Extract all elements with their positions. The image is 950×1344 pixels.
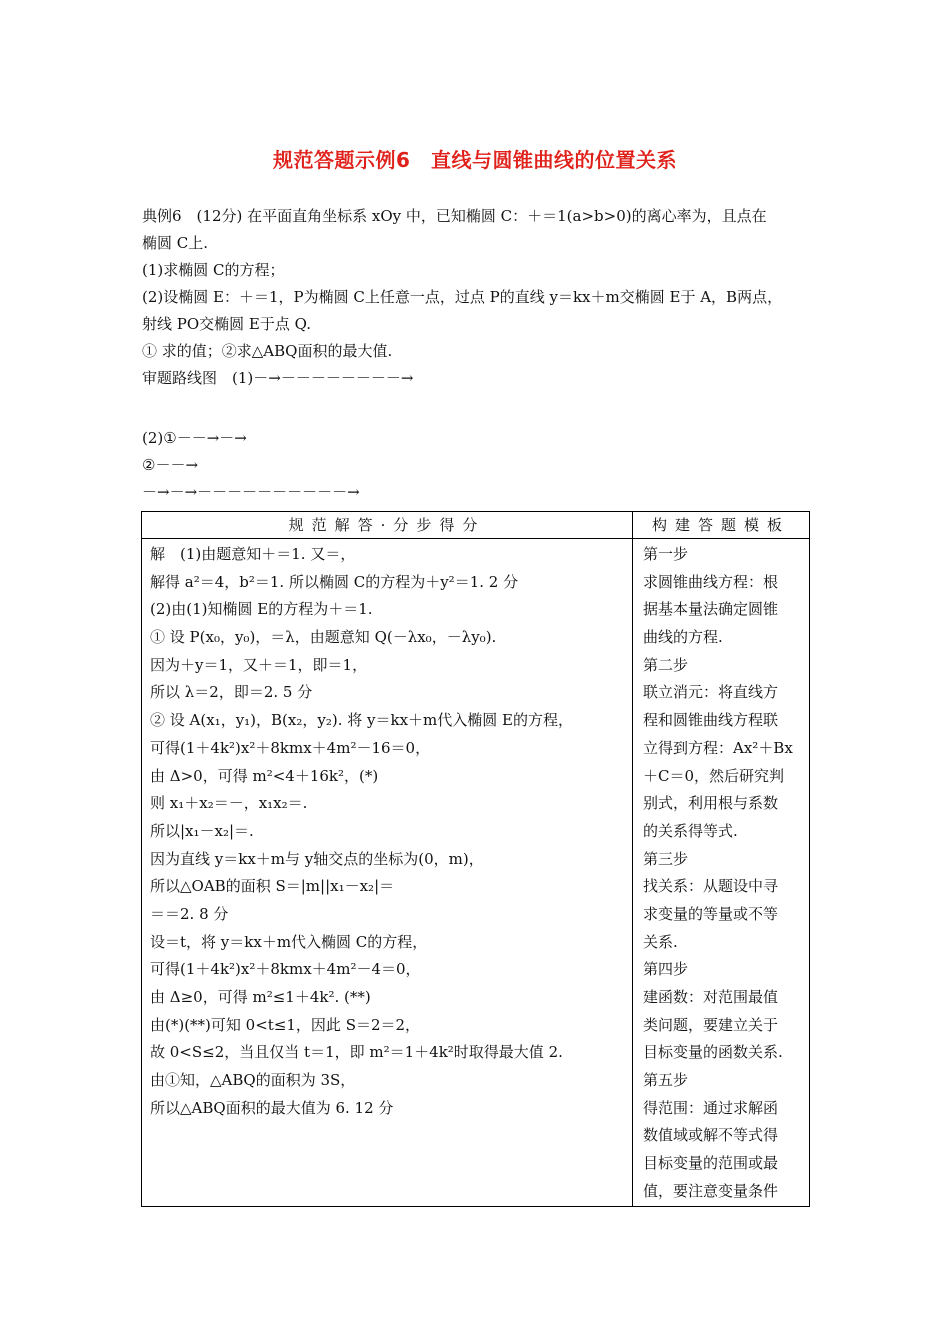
problem-line: 典例6 (12分) 在平面直角坐标系 xOy 中，已知椭圆 C：＋＝1(a>b>0)的离心率为，且点在 bbox=[142, 207, 767, 225]
solution-line: ＝＝2. 8 分 bbox=[150, 904, 229, 923]
solution-line: 因为直线 y＝kx＋m与 y轴交点的坐标为(0，m)， bbox=[150, 849, 484, 868]
template-cell bbox=[633, 539, 810, 1207]
template-line: 目标变量的函数关系. bbox=[643, 1043, 783, 1062]
solution-line: 故 0<S≤2，当且仅当 t＝1，即 m²＝1＋4k²时取得最大值 2. bbox=[150, 1043, 563, 1062]
problem-line: (2)设椭圆 E：＋＝1，P为椭圆 C上任意一点，过点 P的直线 y＝kx＋m交椭圆 E于 A，B两点， bbox=[142, 288, 783, 306]
solution-table bbox=[141, 511, 810, 1207]
template-line: 数值域或解不等式得 bbox=[643, 1126, 779, 1145]
solution-line: 所以△OAB的面积 S＝|m||x₁－x₂|＝ bbox=[150, 877, 395, 896]
solution-line: 所以△ABQ面积的最大值为 6. 12 分 bbox=[150, 1098, 394, 1117]
template-line: 第五步 bbox=[643, 1071, 689, 1090]
solution-line: 设＝t，将 y＝kx＋m代入椭圆 C的方程， bbox=[150, 932, 428, 951]
template-line: 建函数：对范围最值 bbox=[643, 988, 779, 1006]
template-line: 立得到方程：Ax²＋Bx bbox=[643, 738, 793, 757]
solution-line: 由 Δ≥0，可得 m²≤1＋4k². (**) bbox=[150, 988, 371, 1006]
solution-line: 解 (1)由题意知＋＝1. 又＝， bbox=[150, 545, 356, 563]
problem-line: 审题路线图 (1)－→－－－－－－－－→ bbox=[142, 369, 414, 387]
template-line: 找关系：从题设中寻 bbox=[643, 877, 779, 896]
solution-line: (2)由(1)知椭圆 E的方程为＋＝1. bbox=[150, 600, 373, 619]
solution-line: 可得(1＋4k²)x²＋8kmx＋4m²－16＝0， bbox=[150, 738, 431, 757]
template-line: 目标变量的范围或最 bbox=[643, 1154, 779, 1173]
page-title: 规范答题示例6 直线与圆锥曲线的位置关系 bbox=[273, 148, 677, 172]
solution-line: 由①知，△ABQ的面积为 3S， bbox=[150, 1071, 356, 1090]
template-line: 第一步 bbox=[643, 545, 689, 563]
solution-line: ① 设 P(x₀，y₀)，＝λ，由题意知 Q(－λx₀，－λy₀). bbox=[150, 628, 497, 647]
route-diagram bbox=[142, 425, 822, 506]
template-line: 得范围：通过求解函 bbox=[643, 1098, 779, 1117]
template-line: 程和圆锥曲线方程联 bbox=[643, 711, 779, 730]
solution-line: 所以 λ＝2，即＝2. 5 分 bbox=[150, 683, 313, 702]
solution-line: ② 设 A(x₁，y₁)，B(x₂，y₂). 将 y＝kx＋m代入椭圆 E的方程， bbox=[150, 711, 573, 730]
template-line: 类问题，要建立关于 bbox=[643, 1015, 779, 1034]
template-line: 的关系得等式. bbox=[643, 821, 738, 840]
problem-line: 椭圆 C上. bbox=[142, 234, 209, 252]
problem-statement bbox=[142, 203, 822, 392]
template-line: 求变量的等量或不等 bbox=[643, 904, 779, 923]
template-line: 据基本量法确定圆锥 bbox=[643, 600, 779, 619]
solution-line: 由(*)(**)可知 0<t≤1，因此 S＝2＝2， bbox=[150, 1015, 421, 1034]
template-line: 求圆锥曲线方程：根 bbox=[643, 572, 779, 591]
solution-line: 可得(1＋4k²)x²＋8kmx＋4m²－4＝0， bbox=[150, 960, 421, 979]
template-line: 别式，利用根与系数 bbox=[643, 794, 779, 813]
solution-cell bbox=[142, 539, 633, 1207]
problem-line: (1)求椭圆 C的方程； bbox=[142, 261, 285, 279]
solution-line: 解得 a²＝4，b²＝1. 所以椭圆 C的方程为＋y²＝1. 2 分 bbox=[150, 572, 519, 591]
problem-line: ① 求的值；②求△ABQ面积的最大值. bbox=[142, 342, 393, 360]
solution-line: 由 Δ>0，可得 m²<4＋16k²，(*) bbox=[150, 766, 379, 785]
header-right: 构建答题模板 bbox=[633, 512, 810, 539]
template-line: 联立消元：将直线方 bbox=[643, 683, 779, 702]
template-line: 值，要注意变量条件 bbox=[643, 1181, 779, 1200]
solution-line: 所以|x₁－x₂|＝. bbox=[150, 821, 254, 840]
header-left: 规范解答·分步得分 bbox=[142, 512, 633, 539]
route-line: ②－－→ bbox=[142, 456, 199, 474]
template-line: 第四步 bbox=[643, 960, 689, 979]
table-body-row bbox=[142, 539, 810, 1207]
table-header-row bbox=[142, 512, 810, 539]
template-line: 关系. bbox=[643, 932, 678, 951]
solution-line: 因为＋y＝1，又＋＝1，即＝1， bbox=[150, 655, 368, 674]
template-line: 第二步 bbox=[643, 655, 689, 674]
route-line: －→－→－－－－－－－－－－→ bbox=[142, 483, 360, 501]
route-line: (2)①－－→－→ bbox=[142, 429, 247, 447]
template-line: 曲线的方程. bbox=[643, 628, 723, 647]
problem-line: 射线 PO交椭圆 E于点 Q. bbox=[142, 315, 311, 333]
solution-line: 则 x₁＋x₂＝－，x₁x₂＝. bbox=[150, 794, 308, 813]
template-line: 第三步 bbox=[643, 849, 689, 868]
template-line: ＋C＝0，然后研究判 bbox=[643, 766, 785, 785]
